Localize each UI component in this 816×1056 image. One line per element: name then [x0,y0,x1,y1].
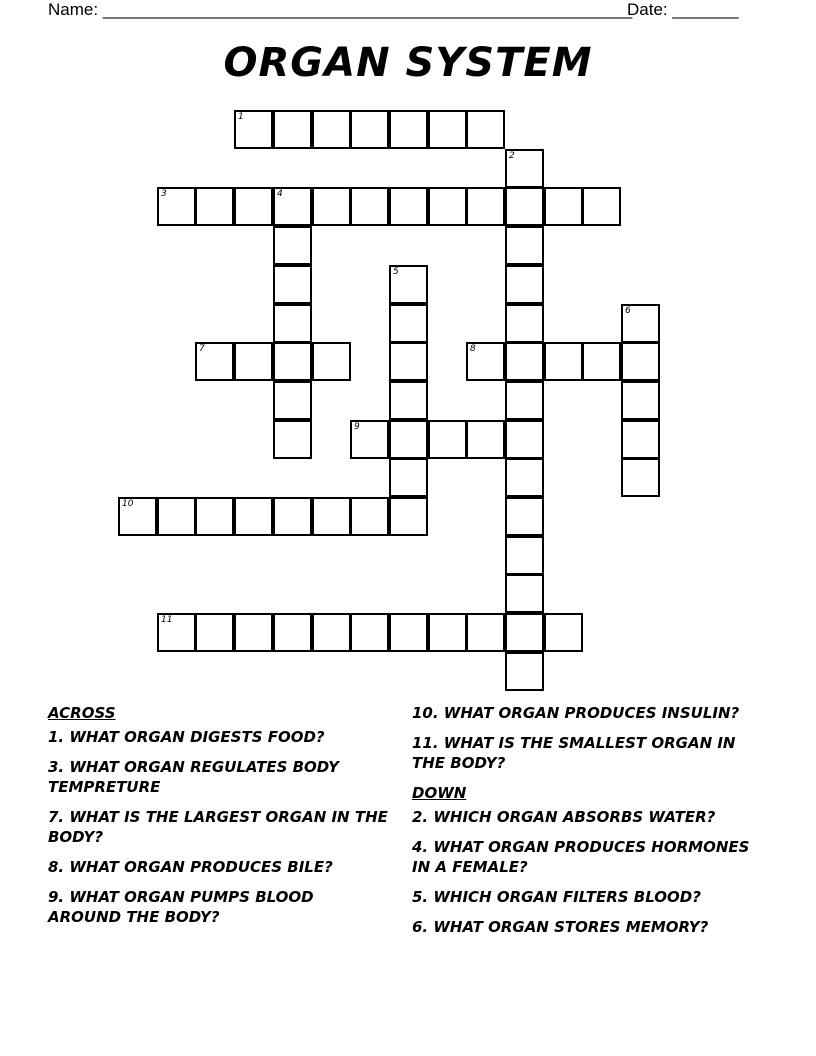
grid-cell[interactable] [234,613,273,652]
grid-cell[interactable] [389,613,428,652]
grid-cell[interactable] [273,342,312,381]
grid-cell[interactable] [505,420,544,459]
grid-cell[interactable] [273,110,312,149]
clue-across-9: 9. WHAT ORGAN PUMPS BLOOD AROUND THE BODY? [48,888,314,926]
clue-number: 3 [161,189,167,199]
grid-cell[interactable] [350,420,389,459]
grid-cell[interactable] [466,110,505,149]
down-heading: DOWN [412,784,467,802]
grid-cell[interactable] [428,420,467,459]
clue-across-11: 11. WHAT IS THE SMALLEST ORGAN IN THE BODY? [412,734,736,772]
grid-cell[interactable] [544,613,583,652]
grid-cell[interactable] [157,497,196,536]
grid-cell[interactable] [273,613,312,652]
grid-cell[interactable] [350,497,389,536]
name-field-label: Name: ________________________________________________________ [48,0,633,19]
grid-cell[interactable] [350,187,389,226]
clue-across-8: 8. WHAT ORGAN PRODUCES BILE? [48,858,333,876]
clue-number: 4 [277,189,283,199]
grid-cell[interactable] [312,342,351,381]
clue-number: 1 [238,112,244,122]
clue-down-2: 2. WHICH ORGAN ABSORBS WATER? [412,808,716,826]
clue-number: 5 [393,267,399,277]
grid-cell[interactable] [582,342,621,381]
grid-cell[interactable] [273,265,312,304]
grid-cell[interactable] [350,613,389,652]
grid-cell[interactable] [389,381,428,420]
grid-cell[interactable] [428,187,467,226]
grid-cell[interactable] [505,458,544,497]
grid-cell[interactable] [389,342,428,381]
date-field-label: Date: _______ [627,0,739,19]
clues-column-right [412,703,772,947]
grid-cell[interactable] [389,420,428,459]
grid-cell[interactable] [273,187,312,226]
clue-number: 2 [509,151,515,161]
grid-cell[interactable] [195,342,234,381]
grid-cell[interactable] [505,652,544,691]
grid-cell[interactable] [157,613,196,652]
grid-cell[interactable] [273,226,312,265]
grid-cell[interactable] [312,497,351,536]
grid-cell[interactable] [466,187,505,226]
grid-cell[interactable] [505,574,544,613]
clue-down-5: 5. WHICH ORGAN FILTERS BLOOD? [412,888,701,906]
grid-cell[interactable] [350,110,389,149]
grid-cell[interactable] [505,226,544,265]
grid-cell[interactable] [505,149,544,188]
grid-cell[interactable] [389,187,428,226]
grid-cell[interactable] [234,187,273,226]
grid-cell[interactable] [505,187,544,226]
clue-down-4: 4. WHAT ORGAN PRODUCES HORMONES IN A FEMALE? [412,838,750,876]
grid-cell[interactable] [389,110,428,149]
clue-across-7: 7. WHAT IS THE LARGEST ORGAN IN THE BODY? [48,808,388,846]
clue-number: 6 [625,306,631,316]
grid-cell[interactable] [273,381,312,420]
grid-cell[interactable] [505,536,544,575]
grid-cell[interactable] [621,381,660,420]
grid-cell[interactable] [389,497,428,536]
grid-cell[interactable] [582,187,621,226]
grid-cell[interactable] [505,497,544,536]
grid-cell[interactable] [621,342,660,381]
grid-cell[interactable] [312,110,351,149]
clue-number: 11 [161,615,173,625]
grid-cell[interactable] [312,613,351,652]
grid-cell[interactable] [157,187,196,226]
grid-cell[interactable] [544,342,583,381]
clues-column-left [48,703,388,937]
grid-cell[interactable] [273,497,312,536]
grid-cell[interactable] [621,304,660,343]
grid-cell[interactable] [195,497,234,536]
grid-cell[interactable] [505,613,544,652]
clue-number: 7 [199,344,205,354]
clue-down-6: 6. WHAT ORGAN STORES MEMORY? [412,918,709,936]
grid-cell[interactable] [234,497,273,536]
clue-number: 9 [354,422,360,432]
page-title: ORGAN SYSTEM [223,40,593,86]
grid-cell[interactable] [234,110,273,149]
grid-cell[interactable] [273,420,312,459]
clue-across-1: 1. WHAT ORGAN DIGESTS FOOD? [48,728,325,746]
clue-across-10: 10. WHAT ORGAN PRODUCES INSULIN? [412,704,740,722]
grid-cell[interactable] [505,342,544,381]
grid-cell[interactable] [428,613,467,652]
grid-cell[interactable] [428,110,467,149]
grid-cell[interactable] [505,381,544,420]
grid-cell[interactable] [312,187,351,226]
grid-cell[interactable] [273,304,312,343]
grid-cell[interactable] [389,304,428,343]
grid-cell[interactable] [466,420,505,459]
grid-cell[interactable] [505,265,544,304]
grid-cell[interactable] [621,420,660,459]
grid-cell[interactable] [621,458,660,497]
grid-cell[interactable] [234,342,273,381]
clue-number: 8 [470,344,476,354]
grid-cell[interactable] [389,265,428,304]
across-heading: ACROSS [48,704,116,722]
grid-cell[interactable] [505,304,544,343]
grid-cell[interactable] [466,342,505,381]
grid-cell[interactable] [118,497,157,536]
clue-number: 10 [122,499,134,509]
grid-cell[interactable] [466,613,505,652]
grid-cell[interactable] [544,187,583,226]
grid-cell[interactable] [195,187,234,226]
grid-cell[interactable] [389,458,428,497]
clue-across-3: 3. WHAT ORGAN REGULATES BODY TEMPRETURE [48,758,339,796]
grid-cell[interactable] [195,613,234,652]
